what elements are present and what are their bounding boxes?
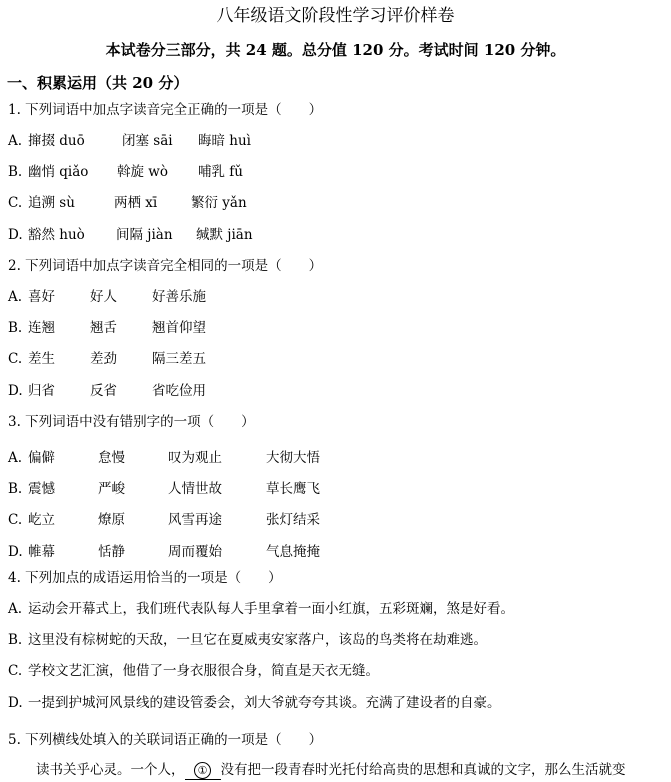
q3-option-a: A. 偏僻 怠慢 叹为观止 大彻大悟 (8, 450, 320, 466)
question-2-stem: 2. 下列词语中加点字读音完全相同的一项是（ ） (8, 258, 323, 274)
exam-info: 本试卷分三部分，共 24 题。总分值 120 分。考试时间 120 分钟。 (105, 41, 566, 59)
blank-number: ① (194, 762, 211, 779)
q4-option-c: C. 学校文艺汇演，他借了一身衣服很合身，简直是天衣无缝。 (8, 663, 379, 679)
q4-option-b: B. 这里没有棕树蛇的天敌，一旦它在夏威夷安家落户，该岛的鸟类将在劫难逃。 (8, 632, 487, 648)
q1-option-c: C. 追溯 sù 两栖 xī 繁衍 yǎn (8, 195, 247, 211)
q2-option-b: B. 连翘 翘舌 翘首仰望 (8, 320, 206, 336)
question-4-stem: 4. 下列加点的成语运用恰当的一项是（ ） (8, 570, 282, 586)
q2-option-d: D. 归省 反省 省吃俭用 (8, 383, 206, 399)
q1-option-d: D. 豁然 huò 间隔 jiàn 缄默 jiān (8, 227, 253, 243)
question-3-stem: 3. 下列词语中没有错别字的一项（ ） (8, 414, 255, 430)
page-title: 八年级语文阶段性学习评价样卷 (216, 6, 455, 26)
q3-option-c: C. 屹立 燎原 风雪再途 张灯结采 (8, 512, 320, 528)
section-heading: 一、积累运用（共 20 分） (7, 74, 189, 92)
q2-option-c: C. 差生 差劲 隔三差五 (8, 351, 206, 367)
question-5-stem: 5. 下列横线处填入的关联词语正确的一项是（ ） (8, 732, 323, 748)
q3-option-d: D. 帷幕 恬静 周而覆始 气息掩掩 (8, 544, 320, 560)
q4-option-a: A. 运动会开幕式上，我们班代表队每人手里拿着一面小红旗，五彩斑斓，煞是好看。 (8, 601, 514, 617)
q1-option-b: B. 幽悄 qiǎo 斡旋 wò 哺乳 fǔ (8, 164, 243, 180)
q3-option-b: B. 震憾 严峻 人情世故 草长鹰飞 (8, 481, 320, 497)
answer-blank (185, 761, 221, 780)
question-1-stem: 1. 下列词语中加点字读音完全正确的一项是（ ） (8, 102, 323, 118)
q5-passage: 读书关乎心灵。一个人， ① 没有把一段青春时光托付给高贵的思想和真诚的文字，那么生活就变 (36, 762, 626, 778)
q4-option-d: D. 一提到护城河风景线的建设管委会，刘大爷就夸夸其谈。充满了建设者的自豪。 (8, 695, 501, 711)
q2-option-a: A. 喜好 好人 好善乐施 (8, 289, 206, 305)
q1-option-a: A. 撺掇 duō 闭塞 sāi 晦暗 huì (8, 133, 251, 149)
